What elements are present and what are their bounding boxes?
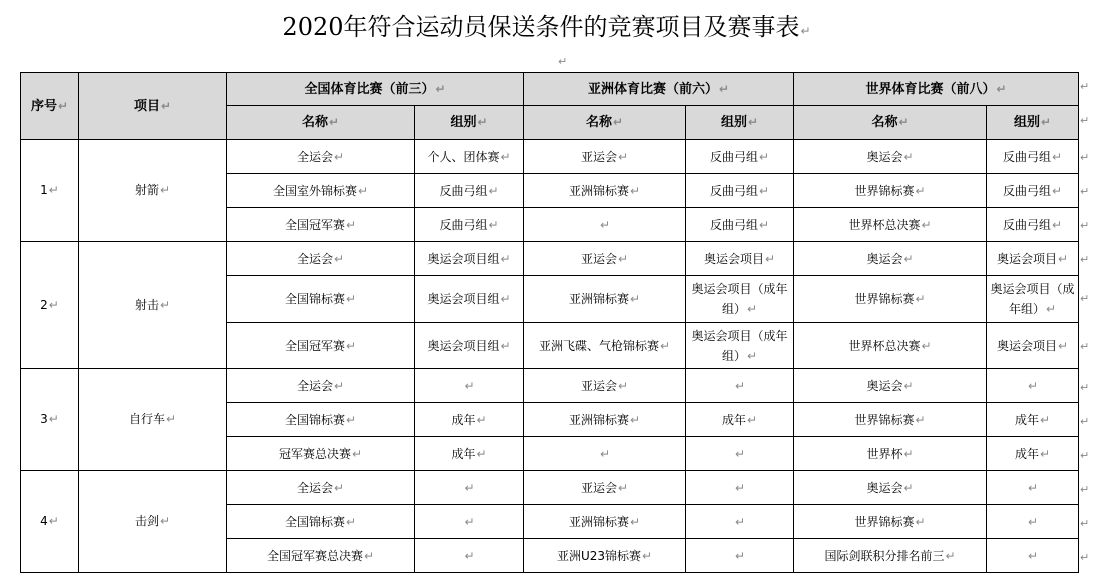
cell-national-group: 个人、团体赛↵ [415, 140, 524, 174]
cell-national-group: 反曲弓组↵ [415, 208, 524, 242]
cell-national-group: 奥运会项目组↵ [415, 242, 524, 276]
row-end-mark: ↵ [1080, 381, 1090, 394]
header-national: 全国体育比赛（前三）↵ [227, 73, 524, 106]
cell-world-group: 反曲弓组↵ [987, 174, 1079, 208]
cell-asian-name: ↵ [524, 437, 686, 471]
row-end-mark: ↵ [1080, 551, 1090, 564]
cell-world-name: 国际剑联积分排名前三↵ [794, 539, 987, 573]
cell-world-name: 奥运会↵ [794, 369, 987, 403]
cell-asian-name: 亚运会↵ [524, 242, 686, 276]
cell-national-group: 奥运会项目组↵ [415, 276, 524, 323]
cell-national-name: 全运会↵ [227, 140, 415, 174]
sport-name: 击剑↵ [79, 471, 227, 573]
cell-national-group: 成年↵ [415, 437, 524, 471]
cell-national-group: ↵ [415, 471, 524, 505]
cell-world-group: ↵ [987, 369, 1079, 403]
cell-world-group: ↵ [987, 505, 1079, 539]
cell-national-name: 全国冠军赛↵ [227, 208, 415, 242]
header-world-name: 名称↵ [794, 106, 987, 140]
cell-asian-name: 亚洲锦标赛↵ [524, 403, 686, 437]
sport-seq: 3↵ [21, 369, 79, 471]
cell-national-name: 全国锦标赛↵ [227, 403, 415, 437]
header-project: 项目↵ [79, 73, 227, 140]
cell-asian-group: ↵ [686, 369, 794, 403]
row-end-mark: ↵ [1080, 483, 1090, 496]
cell-asian-name: 亚洲飞碟、气枪锦标赛↵ [524, 323, 686, 369]
row-end-mark: ↵ [1080, 185, 1090, 198]
cell-world-name: 奥运会↵ [794, 140, 987, 174]
cell-world-group: ↵ [987, 471, 1079, 505]
table-row [21, 242, 1079, 276]
cell-world-name: 奥运会↵ [794, 471, 987, 505]
cell-national-group: 成年↵ [415, 403, 524, 437]
cell-asian-name: 亚洲锦标赛↵ [524, 276, 686, 323]
cell-national-name: 全运会↵ [227, 369, 415, 403]
cell-national-name: 全国锦标赛↵ [227, 276, 415, 323]
cell-national-group: ↵ [415, 505, 524, 539]
row-end-mark: ↵ [1080, 253, 1090, 266]
cell-asian-group: 反曲弓组↵ [686, 140, 794, 174]
cell-world-group: 成年↵ [987, 403, 1079, 437]
cell-world-name: 世界杯总决赛↵ [794, 323, 987, 369]
header-world-group: 组别↵ [987, 106, 1079, 140]
sport-name: 射击↵ [79, 242, 227, 369]
cell-national-name: 全国冠军赛总决赛↵ [227, 539, 415, 573]
table-row [21, 369, 1079, 403]
table-row [21, 471, 1079, 505]
cell-world-group: 奥运会项目↵ [987, 242, 1079, 276]
cell-world-group: ↵ [987, 539, 1079, 573]
cell-asian-group: 反曲弓组↵ [686, 174, 794, 208]
cell-national-group: ↵ [415, 369, 524, 403]
sport-name: 射箭↵ [79, 140, 227, 242]
row-end-mark: ↵ [1080, 415, 1090, 428]
cell-asian-group: ↵ [686, 437, 794, 471]
sport-seq: 2↵ [21, 242, 79, 369]
header-asian-name: 名称↵ [524, 106, 686, 140]
header-seq: 序号↵ [21, 73, 79, 140]
row-end-mark: ↵ [1080, 340, 1090, 353]
cell-asian-name: 亚运会↵ [524, 369, 686, 403]
cell-asian-group: 奥运会项目↵ [686, 242, 794, 276]
cell-asian-group: ↵ [686, 539, 794, 573]
cell-national-name: 全国室外锦标赛↵ [227, 174, 415, 208]
competition-table [20, 72, 1079, 573]
cell-asian-group: 反曲弓组↵ [686, 208, 794, 242]
cell-world-name: 世界锦标赛↵ [794, 403, 987, 437]
cell-asian-name: ↵ [524, 208, 686, 242]
sport-name: 自行车↵ [79, 369, 227, 471]
cell-world-name: 奥运会↵ [794, 242, 987, 276]
cell-asian-name: 亚洲锦标赛↵ [524, 505, 686, 539]
cell-world-name: 世界锦标赛↵ [794, 505, 987, 539]
row-end-mark: ↵ [1080, 517, 1090, 530]
cell-world-group: 反曲弓组↵ [987, 208, 1079, 242]
cell-national-name: 全运会↵ [227, 242, 415, 276]
cell-world-name: 世界锦标赛↵ [794, 174, 987, 208]
cell-world-group: 成年↵ [987, 437, 1079, 471]
header-world: 世界体育比赛（前八）↵ [794, 73, 1079, 106]
cell-asian-group: 奥运会项目（成年组）↵ [686, 276, 794, 323]
cell-national-name: 全运会↵ [227, 471, 415, 505]
row-end-mark: ↵ [1080, 80, 1090, 93]
page-title: 2020年符合运动员保送条件的竞赛项目及赛事表↵ [282, 13, 811, 41]
cell-asian-group: ↵ [686, 471, 794, 505]
row-end-mark: ↵ [1080, 292, 1090, 305]
cell-asian-name: 亚运会↵ [524, 140, 686, 174]
table-row [21, 140, 1079, 174]
cell-national-name: 全国锦标赛↵ [227, 505, 415, 539]
cell-asian-group: 成年↵ [686, 403, 794, 437]
row-end-mark: ↵ [1080, 219, 1090, 232]
cell-asian-name: 亚洲锦标赛↵ [524, 174, 686, 208]
header-row-1 [21, 73, 1079, 106]
cell-asian-name: 亚运会↵ [524, 471, 686, 505]
cell-national-name: 冠军赛总决赛↵ [227, 437, 415, 471]
header-asian: 亚洲体育比赛（前六）↵ [524, 73, 794, 106]
cell-asian-group: 奥运会项目（成年组）↵ [686, 323, 794, 369]
sport-seq: 1↵ [21, 140, 79, 242]
cell-national-group: 反曲弓组↵ [415, 174, 524, 208]
row-end-mark: ↵ [1080, 151, 1090, 164]
cell-national-name: 全国冠军赛↵ [227, 323, 415, 369]
cell-asian-group: ↵ [686, 505, 794, 539]
cell-world-name: 世界杯↵ [794, 437, 987, 471]
cell-national-group: ↵ [415, 539, 524, 573]
cell-world-group: 奥运会项目（成年组）↵ [987, 276, 1079, 323]
header-asian-group: 组别↵ [686, 106, 794, 140]
row-end-mark: ↵ [1080, 114, 1090, 127]
cell-asian-name: 亚洲U23锦标赛↵ [524, 539, 686, 573]
cell-world-group: 反曲弓组↵ [987, 140, 1079, 174]
cell-world-name: 世界杯总决赛↵ [794, 208, 987, 242]
cell-world-group: 奥运会项目↵ [987, 323, 1079, 369]
row-end-mark: ↵ [1080, 449, 1090, 462]
cell-world-name: 世界锦标赛↵ [794, 276, 987, 323]
header-national-name: 名称↵ [227, 106, 415, 140]
paragraph-mark-icon: ↵ [558, 55, 568, 68]
header-national-group: 组别↵ [415, 106, 524, 140]
cell-national-group: 奥运会项目组↵ [415, 323, 524, 369]
sport-seq: 4↵ [21, 471, 79, 573]
